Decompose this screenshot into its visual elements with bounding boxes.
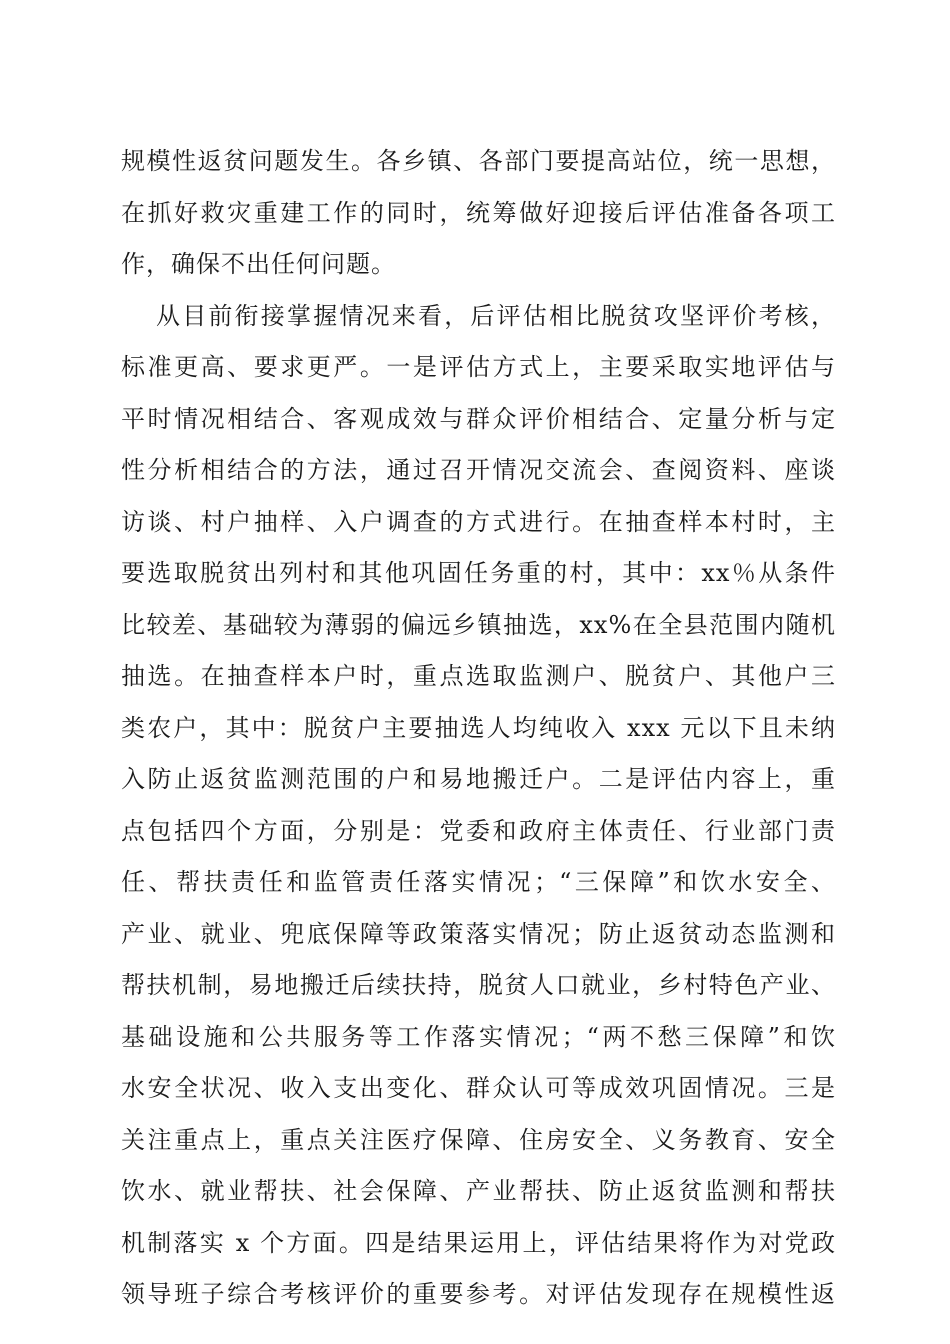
text-line: 机制落实 x 个方面。四是结果运用上，评估结果将作为对党政 — [121, 1228, 836, 1257]
text-line: 任、帮扶责任和监管责任落实情况；“三保障”和饮水安全、 — [121, 868, 836, 896]
text-line: 平时情况相结合、客观成效与群众评价相结合、定量分析与定 — [121, 404, 836, 433]
text-line: 比较差、基础较为薄弱的偏远乡镇抽选，xx%在全县范围内随机 — [121, 610, 836, 639]
text-line: 从目前衔接掌握情况来看，后评估相比脱贫攻坚评价考核， — [156, 301, 836, 330]
text-line: 要选取脱贫出列村和其他巩固任务重的村，其中：xx％从条件 — [121, 559, 836, 587]
text-line: 基础设施和公共服务等工作落实情况；“两不愁三保障”和饮 — [121, 1022, 836, 1051]
text-line: 水安全状况、收入支出变化、群众认可等成效巩固情况。三是 — [121, 1074, 836, 1102]
text-line: 标准更高、要求更严。一是评估方式上，主要采取实地评估与 — [121, 353, 836, 381]
text-line: 入防止返贫监测范围的户和易地搬迁户。二是评估内容上，重 — [121, 765, 836, 793]
text-line: 产业、就业、兜底保障等政策落实情况；防止返贫动态监测和 — [121, 919, 836, 948]
paragraph — [121, 136, 836, 291]
text-line: 在抓好救灾重建工作的同时，统筹做好迎接后评估准备各项工 — [121, 198, 836, 227]
text-line: 抽选。在抽查样本户时，重点选取监测户、脱贫户、其他户三 — [121, 662, 836, 690]
text-line: 点包括四个方面，分别是：党委和政府主体责任、行业部门责 — [121, 816, 836, 845]
paragraph — [121, 291, 836, 1321]
document-body — [121, 136, 836, 1321]
text-line: 访谈、村户抽样、入户调查的方式进行。在抽查样本村时，主 — [121, 507, 836, 536]
text-line: 领导班子综合考核评价的重要参考。对评估发现存在规模性返 — [121, 1280, 836, 1308]
text-line: 关注重点上，重点关注医疗保障、住房安全、义务教育、安全 — [121, 1125, 836, 1154]
text-line: 规模性返贫问题发生。各乡镇、各部门要提高站位，统一思想， — [121, 147, 836, 175]
text-line: 帮扶机制，易地搬迁后续扶持，脱贫人口就业，乡村特色产业、 — [121, 971, 836, 999]
text-line: 类农户，其中：脱贫户主要抽选人均纯收入 xxx 元以下且未纳 — [121, 713, 836, 742]
text-line: 作，确保不出任何问题。 — [121, 250, 396, 278]
text-line: 性分析相结合的方法，通过召开情况交流会、查阅资料、座谈 — [121, 456, 836, 484]
text-line: 饮水、就业帮扶、社会保障、产业帮扶、防止返贫监测和帮扶 — [121, 1177, 836, 1205]
